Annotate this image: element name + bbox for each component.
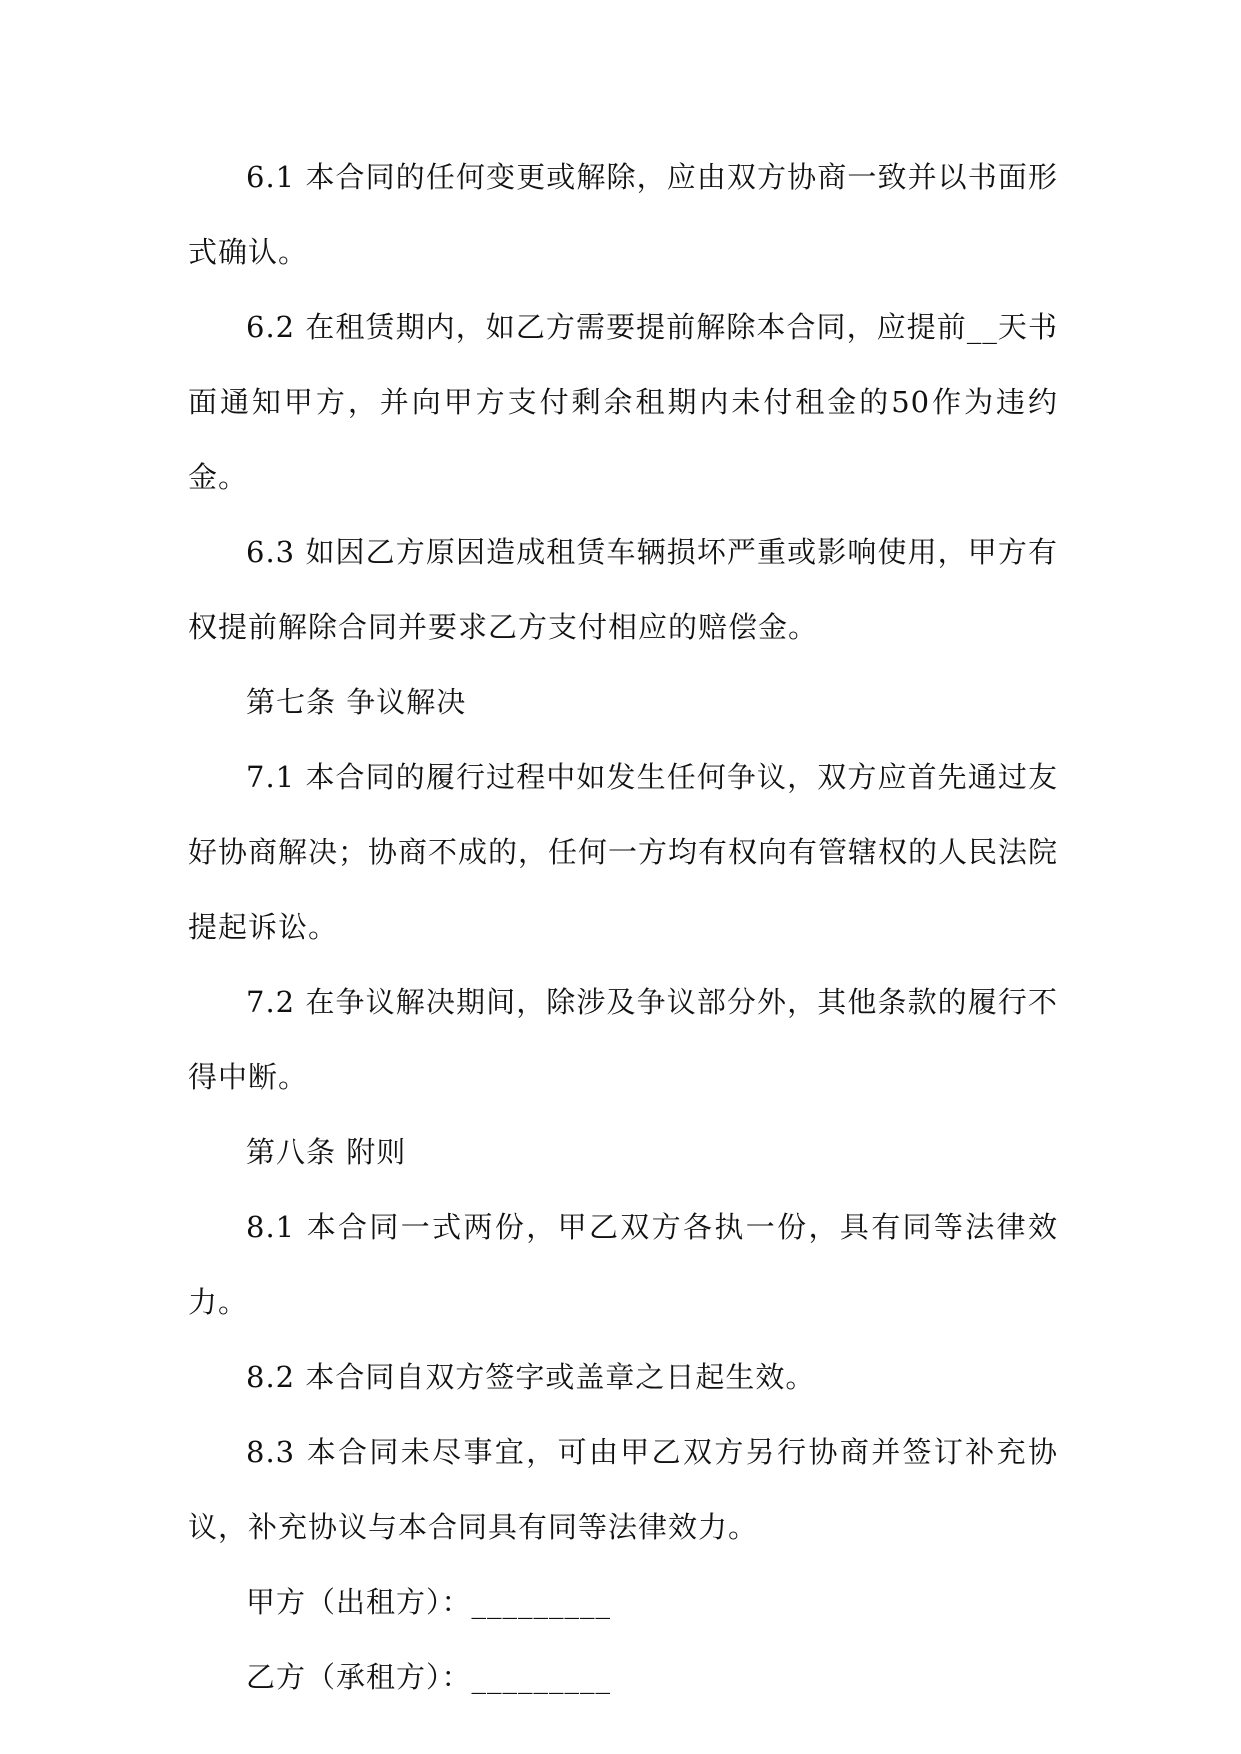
party-a-signature-line: 甲方（出租方）：_________ — [246, 1585, 612, 1619]
clause-8-3: 8.3 本合同未尽事宜，可由甲乙双方另行协商并签订补充协议，补充协议与本合同具有同等法律效力。 — [188, 1435, 1058, 1544]
clause-6-3: 6.3 如因乙方原因造成租赁车辆损坏严重或影响使用，甲方有权提前解除合同并要求乙方支付相应的赔偿金。 — [188, 535, 1058, 644]
clause-8-1: 8.1 本合同一式两份，甲乙双方各执一份，具有同等法律效力。 — [188, 1210, 1058, 1319]
article-8-heading: 第八条 附则 — [246, 1135, 407, 1169]
clause-6-1: 6.1 本合同的任何变更或解除，应由双方协商一致并以书面形式确认。 — [188, 160, 1058, 269]
clause-7-2: 7.2 在争议解决期间，除涉及争议部分外，其他条款的履行不得中断。 — [188, 985, 1058, 1094]
article-7-heading: 第七条 争议解决 — [246, 685, 467, 719]
party-b-signature-line: 乙方（承租方）：_________ — [246, 1660, 612, 1694]
clause-8-2: 8.2 本合同自双方签字或盖章之日起生效。 — [246, 1360, 816, 1394]
clause-6-2: 6.2 在租赁期内，如乙方需要提前解除本合同，应提前__天书面通知甲方，并向甲方支付剩余租期内未付租金的50作为违约金。 — [188, 310, 1058, 494]
contract-body — [188, 140, 1058, 1715]
clause-7-1: 7.1 本合同的履行过程中如发生任何争议，双方应首先通过友好协商解决；协商不成的，任何一方均有权向有管辖权的人民法院提起诉讼。 — [188, 760, 1059, 944]
